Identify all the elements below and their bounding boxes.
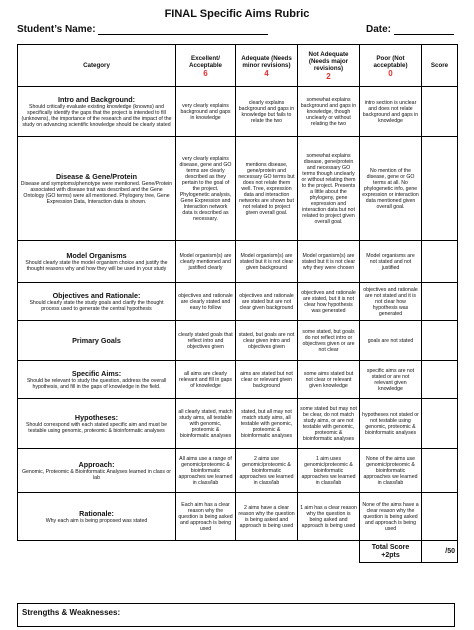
rubric-row-rationale xyxy=(18,493,458,541)
rubric-row-hypotheses xyxy=(18,399,458,449)
category-cell xyxy=(18,449,176,493)
score-cell[interactable] xyxy=(422,361,458,399)
date-line[interactable] xyxy=(394,25,454,35)
total-score-value[interactable]: /50 xyxy=(422,541,458,563)
score-cell[interactable] xyxy=(422,399,458,449)
total-score-label: Total Score +2pts xyxy=(360,541,422,563)
score-cell[interactable] xyxy=(422,87,458,137)
criteria-excellent: clearly stated goals that reflect intro and objectives given xyxy=(176,321,236,361)
criteria-excellent: all clearly stated, match study aims, all testable with genomic, proteomic & bioinformatic analyses xyxy=(176,399,236,449)
level-label: Excellent/ Acceptable xyxy=(188,54,222,69)
criteria-adequate: Model organism(s) are stated but it is not clear given background xyxy=(236,241,298,283)
total-spacer xyxy=(18,541,176,563)
total-spacer xyxy=(236,541,298,563)
criteria-not-adequate: some stated, but goals do not reflect intro or objectives given or are not clear xyxy=(298,321,360,361)
category-cell xyxy=(18,87,176,137)
criteria-adequate: mentions disease, gene/protein and necessary GO terms but does not relate them well. Tree, expression data and interaction networks are shown but not related to project given overall goal. xyxy=(236,137,298,241)
category-title: Intro and Background: xyxy=(57,94,136,104)
criteria-adequate: aims are stated but not clear or relevant given background xyxy=(236,361,298,399)
criteria-not-adequate: objectives and rationale are stated, but it is not clear how hypothesis was generated xyxy=(298,283,360,321)
criteria-adequate: 2 aims have a clear reason why the question is being asked and approach is being used xyxy=(236,493,298,541)
total-spacer xyxy=(176,541,236,563)
criteria-adequate: objectives and rationale are stated but are not clear given background xyxy=(236,283,298,321)
criteria-not-adequate: some stated but may not be clear, do not match study aims, or are not testable with genomic, proteomic & bioinformatic analyses xyxy=(298,399,360,449)
category-title: Disease & Gene/Protein xyxy=(55,171,138,181)
student-name-line[interactable] xyxy=(98,25,268,35)
score-cell[interactable] xyxy=(422,449,458,493)
category-title: Objectives and Rationale: xyxy=(52,290,141,300)
level-label: Not Adequate (Needs major revisions) xyxy=(308,51,349,72)
criteria-excellent: all aims are clearly relevant and fill in gaps of knowledge xyxy=(176,361,236,399)
level-label: Adequate (Needs minor revisions) xyxy=(241,54,292,69)
criteria-not-adequate: 1 aim has a clear reason why the question is being asked and approach is being used xyxy=(298,493,360,541)
level-header-excellent xyxy=(176,45,236,87)
criteria-poor: intro section is unclear and does not relate background and gaps in knowledge xyxy=(360,87,422,137)
category-cell xyxy=(18,241,176,283)
criteria-adequate: 2 aims use genomic/proteomic & bioinformatic approaches we learned in class/lab xyxy=(236,449,298,493)
rubric-row-objectives xyxy=(18,283,458,321)
category-cell xyxy=(18,493,176,541)
category-cell xyxy=(18,321,176,361)
total-row xyxy=(18,541,458,563)
strengths-weaknesses-label: Strengths & Weaknesses: xyxy=(22,608,121,617)
criteria-excellent: All aims use a range of genomic/proteomic & bioinformatic approaches we learned in class/lab xyxy=(176,449,236,493)
score-header: Score xyxy=(422,45,458,87)
criteria-poor: None of the aims have a clear reason why the question is being asked and approach is being used xyxy=(360,493,422,541)
criteria-adequate: stated, but goals are not clear given intro and objectives given xyxy=(236,321,298,361)
category-description: Should clearly state the study goals and clarify the thought process used to generate the central hypothesis xyxy=(29,299,164,312)
level-points: 6 xyxy=(203,68,208,78)
category-cell xyxy=(18,361,176,399)
score-cell[interactable] xyxy=(422,241,458,283)
criteria-excellent: Each aim has a clear reason why the question is being asked and approach is being used xyxy=(176,493,236,541)
date-field[interactable] xyxy=(366,24,454,35)
category-title: Hypotheses: xyxy=(74,412,119,422)
rubric-row-model-organisms xyxy=(18,241,458,283)
strengths-weaknesses-box[interactable] xyxy=(17,603,455,627)
criteria-poor: None of the aims use genomic/proteomic & bioinformatic approaches we learned in class/lab xyxy=(360,449,422,493)
level-points: 4 xyxy=(264,68,269,78)
criteria-not-adequate: some aims stated but not clear or relevant given knowledge xyxy=(298,361,360,399)
rubric-title: FINAL Specific Aims Rubric xyxy=(164,8,310,20)
level-points: 2 xyxy=(326,72,331,81)
category-description: Disease and symptoms/phenotype were mentioned. Gene/Protein associated with disease trait was described and the Gene Ontology (GO terms) were all mentioned. Phylogeny tree, Gene Expression Data, Interaction data is shown. xyxy=(20,180,173,205)
category-title: Approach: xyxy=(78,459,115,469)
criteria-adequate: stated, but all may not match study aims, all testable with genomic, proteomic & bioinformatic analyses xyxy=(236,399,298,449)
level-points: 0 xyxy=(388,68,393,78)
category-title: Specific Aims: xyxy=(71,368,122,378)
student-name-label: Student’s Name: xyxy=(17,24,96,35)
level-header-not-adequate xyxy=(298,45,360,87)
level-header-poor xyxy=(360,45,422,87)
criteria-poor: goals are not stated xyxy=(360,321,422,361)
criteria-not-adequate: somewhat explains background and gaps in knowledge, though unclearly or without relating the two xyxy=(298,87,360,137)
rubric-table xyxy=(17,44,458,563)
rubric-row-disease xyxy=(18,137,458,241)
criteria-poor: Model organisms are not stated and not justified xyxy=(360,241,422,283)
category-description: Should correspond with each stated specific aim and must be testable using genomic, proteomic & bioinformatic analyses xyxy=(25,421,167,434)
category-cell xyxy=(18,283,176,321)
criteria-excellent: objectives and rationale are clearly stated and easy to follow xyxy=(176,283,236,321)
criteria-poor: No mention of the disease, gene or GO terms at all. No phylogenetic info, gene expression or interaction data mentioned given overall goal. xyxy=(360,137,422,241)
level-header-adequate xyxy=(236,45,298,87)
criteria-poor: objectives and rationale are not stated and it is not clear how hypothesis was generated xyxy=(360,283,422,321)
category-description: Should clearly state the model organism choice and justify the thought reasons why and how they will be used in your study xyxy=(25,259,168,272)
criteria-adequate: clearly explains background and gaps in knowledge but fails to relate the two xyxy=(236,87,298,137)
criteria-excellent: very clearly explains disease, gene and GO terms are clearly described as they pertain to the goal of the project. Phylogenetic analysis, Gene Expression and Interaction network data is described as necessary. xyxy=(176,137,236,241)
score-cell[interactable] xyxy=(422,137,458,241)
student-name-field[interactable] xyxy=(17,24,268,35)
date-label: Date: xyxy=(366,24,392,35)
category-title: Rationale: xyxy=(79,508,114,518)
rubric-row-approach xyxy=(18,449,458,493)
category-description: Genomic, Proteomic & Bioinformatic Analyses learned in class or lab xyxy=(21,468,172,481)
rubric-row-specific-aims xyxy=(18,361,458,399)
category-title: Primary Goals xyxy=(72,335,121,345)
score-cell[interactable] xyxy=(422,493,458,541)
category-title: Model Organisms xyxy=(66,250,127,260)
rubric-row-intro xyxy=(18,87,458,137)
score-cell[interactable] xyxy=(422,321,458,361)
score-cell[interactable] xyxy=(422,283,458,321)
criteria-not-adequate: Model organism(s) are stated but it is not clear why they were chosen xyxy=(298,241,360,283)
category-description: Should critically evaluate existing knowledge (knowns) and specifically identify the gaps that the project is intended to fill (unknowns), the importance of the research and the impact of the study on advancing scientific knowledge should be clearly stated xyxy=(21,103,172,128)
criteria-poor: hypotheses not stated or not testable using genomic, proteomic & bioinformatic analyses xyxy=(360,399,422,449)
total-spacer xyxy=(298,541,360,563)
category-description: Should be relevant to study the question, address the overall hypothesis, and fill in the gaps of knowledge in the field. xyxy=(26,377,167,390)
category-cell xyxy=(18,137,176,241)
level-label: Poor (Not acceptable) xyxy=(373,54,408,69)
criteria-not-adequate: 1 aim uses genomic/proteomic & bioinformatic approaches we learned in class/lab xyxy=(298,449,360,493)
criteria-excellent: very clearly explains background and gaps in knowledge xyxy=(176,87,236,137)
criteria-poor: specific aims are not stated or are not relevant given knowledge xyxy=(360,361,422,399)
category-description: Why each aim is being proposed was stated xyxy=(45,517,148,524)
category-cell xyxy=(18,399,176,449)
category-header: Category xyxy=(18,45,176,87)
criteria-excellent: Model organism(s) are clearly mentioned and justified clearly xyxy=(176,241,236,283)
header-row xyxy=(18,45,458,87)
criteria-not-adequate: somewhat explains disease, gene/protein and necessary GO terms though unclearly or without relating them to the project. Presents a little about the phylogeny, gene expression and interaction data but not related to project given overall goal. xyxy=(298,137,360,241)
rubric-row-primary-goals xyxy=(18,321,458,361)
